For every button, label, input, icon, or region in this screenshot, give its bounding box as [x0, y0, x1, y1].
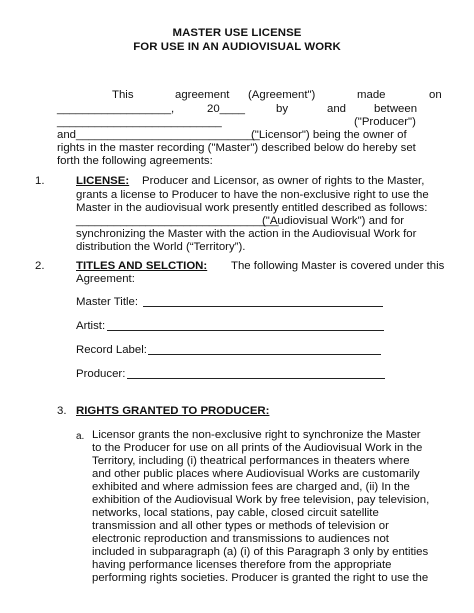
intro-word-this: This: [112, 89, 134, 101]
producer-label: Producer:: [76, 368, 126, 380]
section-3-line: included in subparagraph (a) (i) of this Paragraph 3 only by entities: [92, 546, 429, 558]
record-label-label: Record Label:: [76, 344, 147, 356]
section-3-line: performing rights societies. Producer is granted the right to use the: [92, 572, 429, 584]
intro-year-blank: 20____: [207, 103, 246, 115]
intro-date-blank: __________________,: [57, 103, 175, 115]
section-1-work-blank: ________________________________: [76, 215, 279, 227]
intro-licensor-label: ("Licensor") being the owner of: [251, 129, 407, 141]
section-2-line-2: Agreement:: [76, 273, 135, 285]
section-3-line: transmission and all other types or methods of television or: [92, 520, 389, 532]
master-title-label: Master Title:: [76, 296, 139, 308]
section-3-line: to the Producer for use on all prints of the Audiovisual Work in the: [92, 442, 423, 454]
section-2-number: 2.: [35, 260, 45, 272]
section-1-line-3: Master in the audiovisual work presently entitled described as follows:: [76, 202, 428, 214]
intro-word-between: between: [374, 103, 418, 115]
artist-label: Artist:: [76, 320, 106, 332]
section-2-line-1: The following Master is covered under this: [231, 260, 445, 272]
section-1-line-1: Producer and Licensor, as owner of rights to the Master,: [142, 175, 425, 187]
section-3-line: networks, local stations, pay cable, closed circuit satellite: [92, 507, 379, 519]
section-1-line-6: distribution the World (“Territory”).: [76, 241, 246, 253]
document-title-line2: FOR USE IN AN AUDIOVISUAL WORK: [133, 41, 341, 53]
section-3-line: and other public places where Audiovisual Works are customarily: [92, 468, 420, 480]
intro-producer-blank: __________________________: [57, 116, 222, 128]
intro-word-agreement: agreement: [175, 89, 230, 101]
section-3-line: electronic reproduction and transmissions to audiences not: [92, 533, 389, 545]
intro-word-by: by: [276, 103, 289, 115]
section-3-line: Licensor grants the non-exclusive right to synchronize the Master: [92, 429, 421, 441]
section-3-line: exhibited and where admission fees are charged and, (ii) In the: [92, 481, 410, 493]
section-3-number: 3.: [57, 405, 67, 417]
intro-word-on: on: [429, 89, 442, 101]
section-2-heading: TITLES AND SELCTION:: [76, 260, 208, 272]
intro-line-6: forth the following agreements:: [57, 155, 213, 167]
intro-licensor-blank: and_____________________________: [57, 129, 260, 141]
artist-field[interactable]: [107, 330, 384, 331]
record-label-field[interactable]: [148, 354, 381, 355]
section-1-heading: LICENSE:: [76, 175, 130, 187]
section-1-line-5: synchronizing the Master with the action in the Audiovisual Work for: [76, 228, 417, 240]
intro-producer-label: ("Producer"): [354, 116, 416, 128]
intro-word-and: and: [327, 103, 347, 115]
intro-word-made: made: [357, 89, 386, 101]
intro-line-5: rights in the master recording ("Master") described below do hereby set: [57, 142, 416, 154]
section-3-line: exhibition of the Audiovisual Work by free television, pay television,: [92, 494, 430, 506]
section-1-number: 1.: [35, 175, 45, 187]
producer-field[interactable]: [127, 378, 385, 379]
document-title-line1: MASTER USE LICENSE: [172, 27, 302, 39]
section-3-heading: RIGHTS GRANTED TO PRODUCER:: [76, 405, 270, 417]
section-3-line: having performance licenses therefore from the appropriate: [92, 559, 392, 571]
subparagraph-a-marker: a.: [76, 431, 85, 442]
master-title-field[interactable]: [143, 306, 383, 307]
section-1-line-2: grants a license to Producer to have the non-exclusive right to use the: [76, 189, 429, 201]
intro-word-agreement-paren: (Agreement"): [248, 89, 316, 101]
section-1-line-4: ("Audiovisual Work") and for: [262, 215, 405, 227]
section-3-line: Territory, including (i) theatrical performances in theaters where: [92, 455, 410, 467]
